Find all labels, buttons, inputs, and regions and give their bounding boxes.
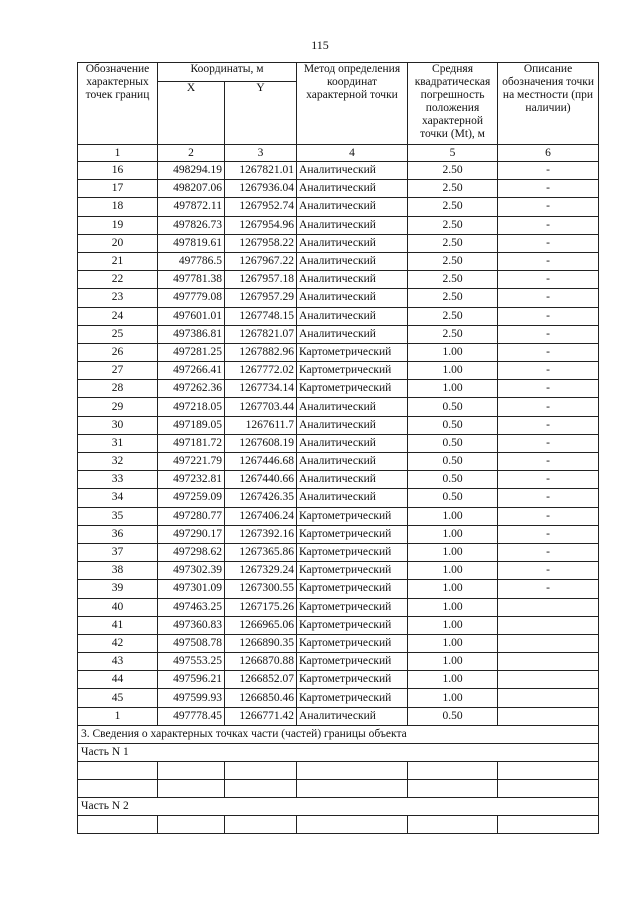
table-row bbox=[78, 471, 599, 489]
point-id-cell: 16 bbox=[78, 162, 158, 180]
empty-cell bbox=[78, 761, 158, 779]
y-coordinate-cell: 1266965.06 bbox=[225, 616, 297, 634]
point-id-cell: 27 bbox=[78, 362, 158, 380]
x-coordinate-cell: 497781.38 bbox=[158, 271, 225, 289]
y-coordinate-cell: 1267365.86 bbox=[225, 543, 297, 561]
description-cell bbox=[498, 616, 599, 634]
header-point-id: Обозначение характерных точек границ bbox=[78, 63, 158, 145]
method-cell: Аналитический bbox=[297, 252, 408, 270]
point-id-cell: 44 bbox=[78, 671, 158, 689]
method-cell: Аналитический bbox=[297, 325, 408, 343]
point-id-cell: 36 bbox=[78, 525, 158, 543]
description-cell: - bbox=[498, 489, 599, 507]
table-row bbox=[78, 671, 599, 689]
empty-cell bbox=[158, 761, 225, 779]
parts-section bbox=[78, 725, 599, 833]
error-cell: 1.00 bbox=[408, 653, 498, 671]
table-row bbox=[78, 234, 599, 252]
page-number: 115 bbox=[311, 38, 329, 52]
x-coordinate-cell: 497786.5 bbox=[158, 252, 225, 270]
empty-cell bbox=[158, 815, 225, 833]
table-row bbox=[78, 362, 599, 380]
description-cell: - bbox=[498, 580, 599, 598]
column-number: 6 bbox=[498, 145, 599, 162]
table-row bbox=[78, 525, 599, 543]
method-cell: Картометрический bbox=[297, 562, 408, 580]
table-row bbox=[78, 380, 599, 398]
error-cell: 0.50 bbox=[408, 453, 498, 471]
description-cell bbox=[498, 634, 599, 652]
x-coordinate-cell: 497281.25 bbox=[158, 343, 225, 361]
x-coordinate-cell: 497262.36 bbox=[158, 380, 225, 398]
x-coordinate-cell: 497181.72 bbox=[158, 434, 225, 452]
method-cell: Аналитический bbox=[297, 416, 408, 434]
point-id-cell: 33 bbox=[78, 471, 158, 489]
y-coordinate-cell: 1267957.18 bbox=[225, 271, 297, 289]
point-id-cell: 30 bbox=[78, 416, 158, 434]
method-cell: Картометрический bbox=[297, 616, 408, 634]
description-cell bbox=[498, 671, 599, 689]
point-id-cell: 32 bbox=[78, 453, 158, 471]
description-cell bbox=[498, 689, 599, 707]
error-cell: 1.00 bbox=[408, 634, 498, 652]
method-cell: Картометрический bbox=[297, 507, 408, 525]
table-row bbox=[78, 580, 599, 598]
error-cell: 1.00 bbox=[408, 543, 498, 561]
section-title: 3. Сведения о характерных точках части (частей) границы объекта bbox=[78, 725, 599, 743]
description-cell: - bbox=[498, 398, 599, 416]
error-cell: 1.00 bbox=[408, 343, 498, 361]
point-id-cell: 38 bbox=[78, 562, 158, 580]
header-x: X bbox=[158, 82, 225, 145]
error-cell: 2.50 bbox=[408, 162, 498, 180]
x-coordinate-cell: 498207.06 bbox=[158, 180, 225, 198]
error-cell: 2.50 bbox=[408, 216, 498, 234]
part-1-label: Часть N 1 bbox=[78, 743, 599, 761]
table-row bbox=[78, 325, 599, 343]
method-cell: Картометрический bbox=[297, 343, 408, 361]
table-row bbox=[78, 689, 599, 707]
error-cell: 1.00 bbox=[408, 362, 498, 380]
table-row bbox=[78, 198, 599, 216]
y-coordinate-cell: 1267608.19 bbox=[225, 434, 297, 452]
point-id-cell: 43 bbox=[78, 653, 158, 671]
y-coordinate-cell: 1267936.04 bbox=[225, 180, 297, 198]
error-cell: 1.00 bbox=[408, 689, 498, 707]
description-cell bbox=[498, 598, 599, 616]
error-cell: 2.50 bbox=[408, 289, 498, 307]
method-cell: Аналитический bbox=[297, 162, 408, 180]
empty-cell bbox=[297, 779, 408, 797]
empty-cell bbox=[297, 815, 408, 833]
error-cell: 2.50 bbox=[408, 271, 498, 289]
y-coordinate-cell: 1266890.35 bbox=[225, 634, 297, 652]
point-id-cell: 26 bbox=[78, 343, 158, 361]
error-cell: 2.50 bbox=[408, 325, 498, 343]
point-id-cell: 19 bbox=[78, 216, 158, 234]
method-cell: Картометрический bbox=[297, 598, 408, 616]
header-method: Метод определения координат характерной точки bbox=[297, 63, 408, 145]
y-coordinate-cell: 1267821.01 bbox=[225, 162, 297, 180]
error-cell: 1.00 bbox=[408, 671, 498, 689]
x-coordinate-cell: 497872.11 bbox=[158, 198, 225, 216]
empty-cell bbox=[225, 779, 297, 797]
error-cell: 0.50 bbox=[408, 471, 498, 489]
x-coordinate-cell: 497290.17 bbox=[158, 525, 225, 543]
y-coordinate-cell: 1267734.14 bbox=[225, 380, 297, 398]
point-id-cell: 34 bbox=[78, 489, 158, 507]
description-cell: - bbox=[498, 543, 599, 561]
table-row bbox=[78, 634, 599, 652]
x-coordinate-cell: 497463.25 bbox=[158, 598, 225, 616]
x-coordinate-cell: 497826.73 bbox=[158, 216, 225, 234]
table-row bbox=[78, 543, 599, 561]
table-row bbox=[78, 489, 599, 507]
table-row bbox=[78, 216, 599, 234]
y-coordinate-cell: 1267175.26 bbox=[225, 598, 297, 616]
table-row bbox=[78, 653, 599, 671]
point-id-cell: 24 bbox=[78, 307, 158, 325]
method-cell: Аналитический bbox=[297, 289, 408, 307]
empty-cell bbox=[498, 779, 599, 797]
method-cell: Картометрический bbox=[297, 634, 408, 652]
error-cell: 0.50 bbox=[408, 707, 498, 725]
description-cell: - bbox=[498, 198, 599, 216]
point-id-cell: 29 bbox=[78, 398, 158, 416]
description-cell: - bbox=[498, 234, 599, 252]
y-coordinate-cell: 1267952.74 bbox=[225, 198, 297, 216]
y-coordinate-cell: 1267772.02 bbox=[225, 362, 297, 380]
section-title-row bbox=[78, 725, 599, 743]
y-coordinate-cell: 1267967.22 bbox=[225, 252, 297, 270]
table-row bbox=[78, 562, 599, 580]
table-row bbox=[78, 343, 599, 361]
x-coordinate-cell: 497302.39 bbox=[158, 562, 225, 580]
y-coordinate-cell: 1266852.07 bbox=[225, 671, 297, 689]
method-cell: Аналитический bbox=[297, 434, 408, 452]
error-cell: 1.00 bbox=[408, 598, 498, 616]
point-id-cell: 22 bbox=[78, 271, 158, 289]
method-cell: Аналитический bbox=[297, 198, 408, 216]
description-cell: - bbox=[498, 325, 599, 343]
y-coordinate-cell: 1266850.46 bbox=[225, 689, 297, 707]
error-cell: 0.50 bbox=[408, 398, 498, 416]
description-cell: - bbox=[498, 562, 599, 580]
point-id-cell: 1 bbox=[78, 707, 158, 725]
x-coordinate-cell: 497360.83 bbox=[158, 616, 225, 634]
y-coordinate-cell: 1267957.29 bbox=[225, 289, 297, 307]
method-cell: Аналитический bbox=[297, 707, 408, 725]
description-cell: - bbox=[498, 343, 599, 361]
error-cell: 1.00 bbox=[408, 562, 498, 580]
table-row bbox=[78, 416, 599, 434]
description-cell: - bbox=[498, 362, 599, 380]
empty-row bbox=[78, 815, 599, 833]
x-coordinate-cell: 497301.09 bbox=[158, 580, 225, 598]
empty-cell bbox=[408, 815, 498, 833]
table-row bbox=[78, 398, 599, 416]
x-coordinate-cell: 497778.45 bbox=[158, 707, 225, 725]
x-coordinate-cell: 497779.08 bbox=[158, 289, 225, 307]
description-cell: - bbox=[498, 416, 599, 434]
point-id-cell: 25 bbox=[78, 325, 158, 343]
empty-cell bbox=[498, 815, 599, 833]
error-cell: 1.00 bbox=[408, 616, 498, 634]
table-row bbox=[78, 289, 599, 307]
column-numbers-row bbox=[78, 145, 599, 162]
table-row bbox=[78, 162, 599, 180]
description-cell: - bbox=[498, 162, 599, 180]
method-cell: Картометрический bbox=[297, 671, 408, 689]
header-y: Y bbox=[225, 82, 297, 145]
error-cell: 1.00 bbox=[408, 525, 498, 543]
y-coordinate-cell: 1267446.68 bbox=[225, 453, 297, 471]
empty-row bbox=[78, 779, 599, 797]
error-cell: 1.00 bbox=[408, 380, 498, 398]
empty-cell bbox=[225, 815, 297, 833]
point-id-cell: 42 bbox=[78, 634, 158, 652]
empty-row bbox=[78, 761, 599, 779]
description-cell: - bbox=[498, 471, 599, 489]
y-coordinate-cell: 1267329.24 bbox=[225, 562, 297, 580]
error-cell: 1.00 bbox=[408, 507, 498, 525]
part-1-row bbox=[78, 743, 599, 761]
empty-cell bbox=[408, 761, 498, 779]
empty-cell bbox=[408, 779, 498, 797]
method-cell: Картометрический bbox=[297, 653, 408, 671]
y-coordinate-cell: 1267748.15 bbox=[225, 307, 297, 325]
table-row bbox=[78, 598, 599, 616]
table-row bbox=[78, 507, 599, 525]
empty-cell bbox=[158, 779, 225, 797]
column-number: 3 bbox=[225, 145, 297, 162]
x-coordinate-cell: 497259.09 bbox=[158, 489, 225, 507]
column-number: 4 bbox=[297, 145, 408, 162]
x-coordinate-cell: 498294.19 bbox=[158, 162, 225, 180]
point-id-cell: 17 bbox=[78, 180, 158, 198]
description-cell: - bbox=[498, 252, 599, 270]
y-coordinate-cell: 1267821.07 bbox=[225, 325, 297, 343]
point-id-cell: 23 bbox=[78, 289, 158, 307]
part-2-row bbox=[78, 797, 599, 815]
point-id-cell: 21 bbox=[78, 252, 158, 270]
table-row bbox=[78, 707, 599, 725]
method-cell: Картометрический bbox=[297, 543, 408, 561]
empty-cell bbox=[225, 761, 297, 779]
column-number: 5 bbox=[408, 145, 498, 162]
table-row bbox=[78, 252, 599, 270]
error-cell: 2.50 bbox=[408, 252, 498, 270]
x-coordinate-cell: 497601.01 bbox=[158, 307, 225, 325]
column-number: 1 bbox=[78, 145, 158, 162]
table-row bbox=[78, 307, 599, 325]
x-coordinate-cell: 497266.41 bbox=[158, 362, 225, 380]
description-cell bbox=[498, 653, 599, 671]
point-id-cell: 18 bbox=[78, 198, 158, 216]
y-coordinate-cell: 1267392.16 bbox=[225, 525, 297, 543]
method-cell: Аналитический bbox=[297, 471, 408, 489]
table-row bbox=[78, 434, 599, 452]
y-coordinate-cell: 1267440.66 bbox=[225, 471, 297, 489]
description-cell: - bbox=[498, 380, 599, 398]
x-coordinate-cell: 497508.78 bbox=[158, 634, 225, 652]
point-id-cell: 20 bbox=[78, 234, 158, 252]
error-cell: 2.50 bbox=[408, 307, 498, 325]
x-coordinate-cell: 497218.05 bbox=[158, 398, 225, 416]
y-coordinate-cell: 1267882.96 bbox=[225, 343, 297, 361]
column-number: 2 bbox=[158, 145, 225, 162]
empty-cell bbox=[78, 779, 158, 797]
y-coordinate-cell: 1266771.42 bbox=[225, 707, 297, 725]
y-coordinate-cell: 1267300.55 bbox=[225, 580, 297, 598]
error-cell: 2.50 bbox=[408, 198, 498, 216]
error-cell: 1.00 bbox=[408, 580, 498, 598]
method-cell: Картометрический bbox=[297, 362, 408, 380]
point-id-cell: 45 bbox=[78, 689, 158, 707]
empty-cell bbox=[297, 761, 408, 779]
description-cell: - bbox=[498, 271, 599, 289]
method-cell: Картометрический bbox=[297, 580, 408, 598]
point-id-cell: 39 bbox=[78, 580, 158, 598]
x-coordinate-cell: 497298.62 bbox=[158, 543, 225, 561]
part-2-label: Часть N 2 bbox=[78, 797, 599, 815]
method-cell: Аналитический bbox=[297, 398, 408, 416]
error-cell: 0.50 bbox=[408, 489, 498, 507]
x-coordinate-cell: 497599.93 bbox=[158, 689, 225, 707]
coordinates-table bbox=[77, 62, 599, 834]
description-cell: - bbox=[498, 434, 599, 452]
empty-cell bbox=[78, 815, 158, 833]
x-coordinate-cell: 497280.77 bbox=[158, 507, 225, 525]
x-coordinate-cell: 497189.05 bbox=[158, 416, 225, 434]
description-cell: - bbox=[498, 453, 599, 471]
header-description: Описание обозначения точки на местности (при наличии) bbox=[498, 63, 599, 145]
description-cell: - bbox=[498, 525, 599, 543]
point-id-cell: 37 bbox=[78, 543, 158, 561]
table-row bbox=[78, 453, 599, 471]
empty-cell bbox=[498, 761, 599, 779]
y-coordinate-cell: 1267703.44 bbox=[225, 398, 297, 416]
description-cell: - bbox=[498, 507, 599, 525]
description-cell: - bbox=[498, 307, 599, 325]
error-cell: 2.50 bbox=[408, 180, 498, 198]
table-row bbox=[78, 271, 599, 289]
point-id-cell: 40 bbox=[78, 598, 158, 616]
points-body bbox=[78, 162, 599, 726]
y-coordinate-cell: 1267958.22 bbox=[225, 234, 297, 252]
method-cell: Аналитический bbox=[297, 271, 408, 289]
point-id-cell: 41 bbox=[78, 616, 158, 634]
method-cell: Аналитический bbox=[297, 234, 408, 252]
table-row bbox=[78, 180, 599, 198]
header-coordinates: Координаты, м bbox=[158, 63, 297, 82]
description-cell: - bbox=[498, 180, 599, 198]
header-error: Средняя квадратическая погрешность положения характерной точки (Mt), м bbox=[408, 63, 498, 145]
table-row bbox=[78, 616, 599, 634]
y-coordinate-cell: 1267611.7 bbox=[225, 416, 297, 434]
x-coordinate-cell: 497232.81 bbox=[158, 471, 225, 489]
method-cell: Аналитический bbox=[297, 180, 408, 198]
description-cell bbox=[498, 707, 599, 725]
y-coordinate-cell: 1267406.24 bbox=[225, 507, 297, 525]
point-id-cell: 31 bbox=[78, 434, 158, 452]
description-cell: - bbox=[498, 289, 599, 307]
method-cell: Картометрический bbox=[297, 525, 408, 543]
description-cell: - bbox=[498, 216, 599, 234]
point-id-cell: 28 bbox=[78, 380, 158, 398]
y-coordinate-cell: 1266870.88 bbox=[225, 653, 297, 671]
method-cell: Аналитический bbox=[297, 307, 408, 325]
y-coordinate-cell: 1267426.35 bbox=[225, 489, 297, 507]
error-cell: 0.50 bbox=[408, 434, 498, 452]
point-id-cell: 35 bbox=[78, 507, 158, 525]
method-cell: Аналитический bbox=[297, 489, 408, 507]
y-coordinate-cell: 1267954.96 bbox=[225, 216, 297, 234]
x-coordinate-cell: 497386.81 bbox=[158, 325, 225, 343]
method-cell: Картометрический bbox=[297, 380, 408, 398]
error-cell: 0.50 bbox=[408, 416, 498, 434]
x-coordinate-cell: 497819.61 bbox=[158, 234, 225, 252]
x-coordinate-cell: 497221.79 bbox=[158, 453, 225, 471]
x-coordinate-cell: 497596.21 bbox=[158, 671, 225, 689]
method-cell: Картометрический bbox=[297, 689, 408, 707]
method-cell: Аналитический bbox=[297, 453, 408, 471]
method-cell: Аналитический bbox=[297, 216, 408, 234]
error-cell: 2.50 bbox=[408, 234, 498, 252]
x-coordinate-cell: 497553.25 bbox=[158, 653, 225, 671]
